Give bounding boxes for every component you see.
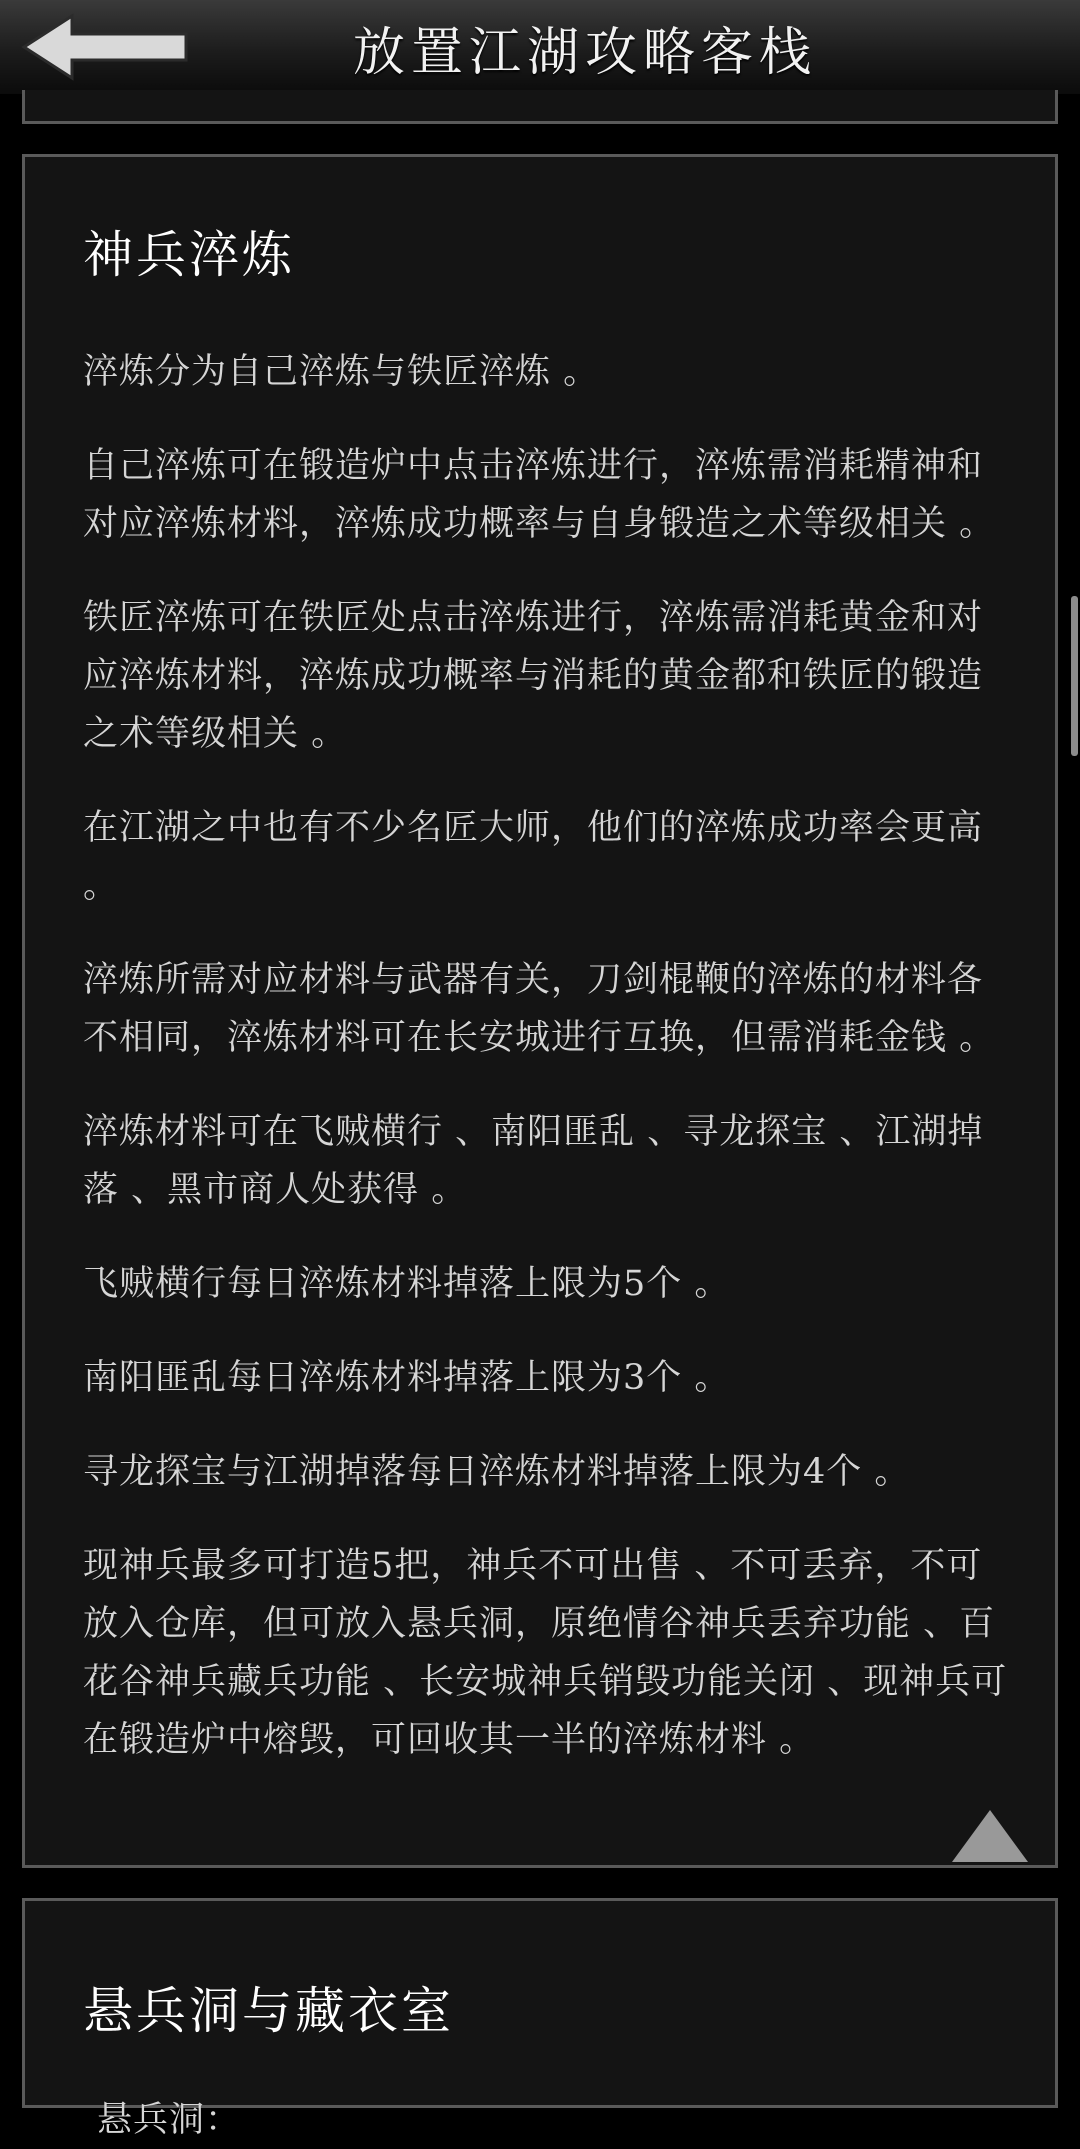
scroll-content[interactable] (0, 96, 1080, 2140)
triangle-up-icon[interactable] (952, 1810, 1028, 1862)
section-paragraph: 寻龙探宝与江湖掉落每日淬炼材料掉落上限为4个 。 (83, 1452, 911, 1492)
section-paragraph: 飞贼横行每日淬炼材料掉落上限为5个 。 (83, 1264, 731, 1304)
section-paragraph: 南阳匪乱每日淬炼材料掉落上限为3个 。 (83, 1358, 731, 1398)
previous-section-panel-stub (22, 90, 1058, 124)
section-paragraph: 现神兵最多可打造5把，神兵不可出售 、不可丢弃，不可放入仓库，但可放入悬兵洞，原绝情谷神兵丢弃功能 、百花谷神兵藏兵功能 、长安城神兵销毁功能关闭 、现神兵可在锻造炉中熔毁，可回收其一半的淬炼材料 。 (83, 1546, 1008, 1760)
section-paragraph: 悬兵洞： (97, 2100, 242, 2140)
section-paragraph: 淬炼所需对应材料与武器有关，刀剑棍鞭的淬炼的材料各不相同，淬炼材料可在长安城进行互换，但需消耗金钱 。 (83, 960, 996, 1058)
section-title: 神兵淬炼 (83, 226, 295, 284)
section-panel-shenbing-cuilian (22, 154, 1058, 1868)
section-panel-xuanbingdong (22, 1898, 1058, 2140)
section-paragraph: 自己淬炼可在锻造炉中点击淬炼进行，淬炼需消耗精神和对应淬炼材料，淬炼成功概率与自身锻造之术等级相关 。 (83, 446, 996, 544)
section-paragraph: 淬炼材料可在飞贼横行 、南阳匪乱 、寻龙探宝 、江湖掉落 、黑市商人处获得 。 (83, 1112, 984, 1210)
app-header (0, 0, 1080, 96)
section-paragraph: 在江湖之中也有不少名匠大师，他们的淬炼成功率会更高 。 (83, 808, 984, 906)
vertical-scrollbar[interactable] (1070, 96, 1080, 1920)
section-paragraph: 淬炼分为自己淬炼与铁匠淬炼 。 (83, 352, 600, 392)
section-paragraph: 铁匠淬炼可在铁匠处点击淬炼进行，淬炼需消耗黄金和对应淬炼材料，淬炼成功概率与消耗的黄金都和铁匠的锻造之术等级相关 。 (83, 598, 984, 754)
page-title: 放置江湖攻略客栈 (352, 22, 817, 83)
back-button[interactable] (0, 0, 210, 95)
back-arrow-icon (20, 12, 190, 82)
section-title: 悬兵洞与藏衣室 (83, 1982, 454, 2040)
scrollbar-thumb[interactable] (1071, 596, 1078, 756)
